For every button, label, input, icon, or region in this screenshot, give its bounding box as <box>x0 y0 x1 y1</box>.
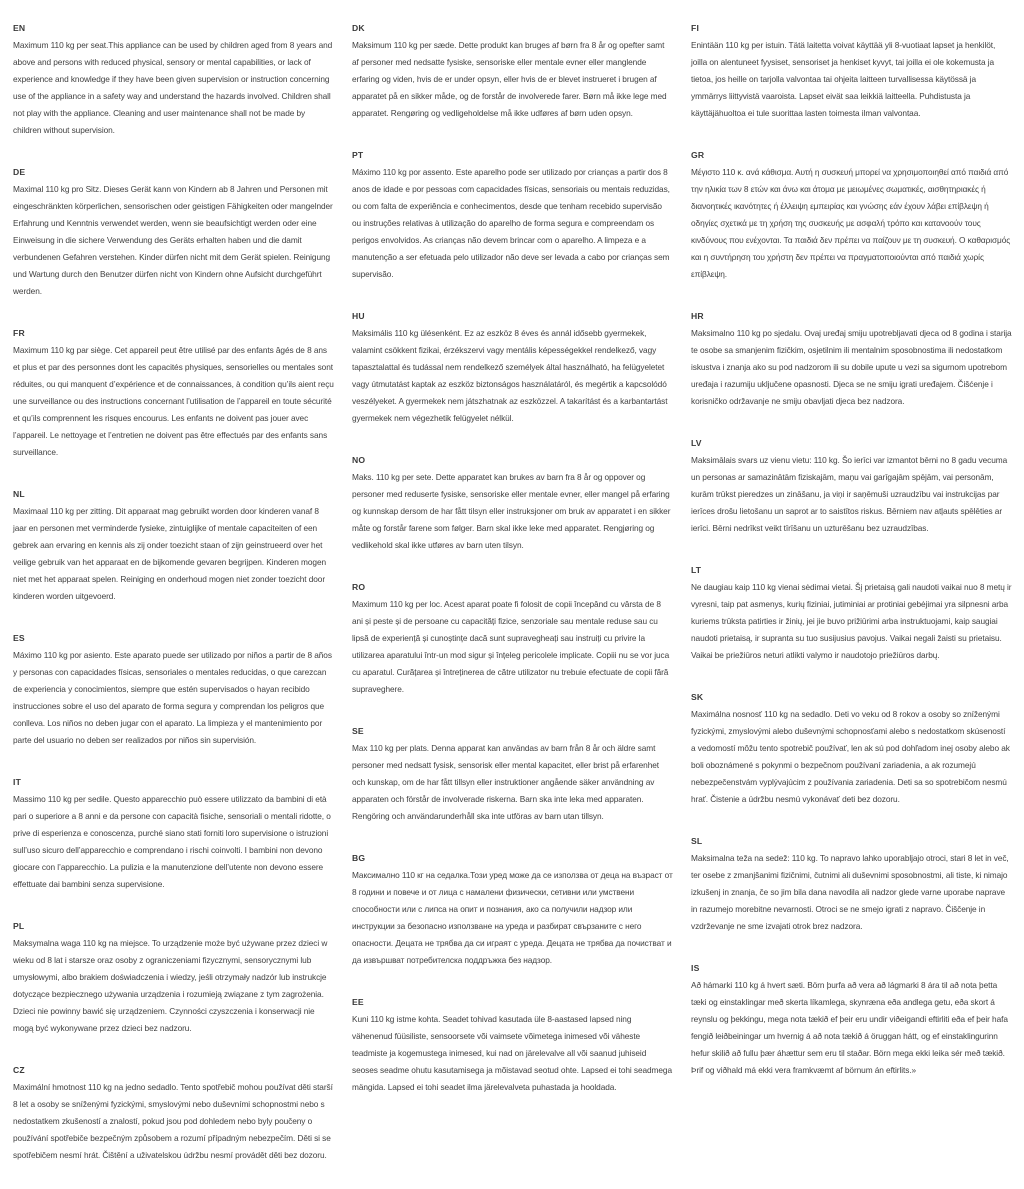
safety-instruction-text: Maksimalna teža na sedež: 110 kg. To napravo lahko uporabljajo otroci, stari 8 let in več, ter osebe z zmanjšanimi fizičnimi, čutnimi ali duševnimi sposobnostmi, ali tiste, ki nimajo izkušenj in znanja, če so jim bila dana navodila ali nadzor glede varne uporabe naprave in razumejo morebitne nevarnosti. Otroci se ne smejo igrati z napravo. Čiščenje in vzdrževanje ne sme izvajati otrok brez nadzora. <box>691 853 1009 931</box>
safety-instruction-text: Maksymalna waga 110 kg na miejsce. To urządzenie może być używane przez dzieci w wieku od 8 lat i starsze oraz osoby z ograniczeniami fizycznymi, sensorycznymi lub umysłowymi, albo brakiem doświadczenia i wiedzy, jeśli otrzymały nadzór lub instrukcje dotyczące bezpiecznego używania urządzenia i rozumieją związane z tym zagrożenia. Dzieci nie powinny bawić się urządzeniem. Czynności czyszczenia i konserwacji nie mogą być wykonywane przez dzieci bez nadzoru. <box>13 938 328 1033</box>
language-code-label: FI <box>691 23 700 33</box>
language-section <box>13 1062 334 1164</box>
language-code-label: NL <box>13 489 25 499</box>
safety-instruction-text: Maksimális 110 kg ülésenként. Ez az eszköz 8 éves és annál idősebb gyermekek, valamint csökkent fizikai, érzékszervi vagy mentális képességekkel rendelkező, vagy tapasztalattal és tudással nem rendelkező személyek által használható, ha felügyeletet vagy útmutatást kaptak az eszköz biztonságos használatáról, és megértik a kapcsolódó veszélyeket. A gyermekek nem játszhatnak az eszközzel. A takarítást és a karbantartást gyermekek nem végezhetik felügyelet nélkül. <box>352 328 668 423</box>
language-section <box>691 833 1012 935</box>
safety-instruction-text: Maksimum 110 kg per sæde. Dette produkt kan bruges af børn fra 8 år og opefter samt af personer med nedsatte fysiske, sensoriske eller mentale evner eller manglende erfaring og viden, hvis de er under opsyn, eller hvis de er blevet instrueret i brugen af apparatet på en sikker måde, og de forstår de involverede farer. Børn må ikke lege med apparatet. Rengøring og vedligeholdelse må ikke udføres af børn uden opsyn. <box>352 40 667 118</box>
language-section <box>352 147 673 283</box>
language-section <box>691 147 1012 283</box>
language-section <box>691 960 1012 1079</box>
safety-instruction-text: Maximální hmotnost 110 kg na jedno sedadlo. Tento spotřebič mohou používat děti starší 8 let a osoby se sníženými fyzickými, smyslovými nebo duševními schopnostmi nebo s nedostatkem zkušeností a znalostí, pokud jsou pod dohledem nebo byly poučeny o používání spotřebiče bezpečným způsobem a rozumí případným nebezpečím. Děti si se spotřebičem nesmí hrát. Čištění a uživatelskou údržbu nesmí provádět děti bez dozoru. <box>13 1082 333 1160</box>
safety-instruction-text: Maksimalno 110 kg po sjedalu. Ovaj uređaj smiju upotrebljavati djeca od 8 godina i starija te osobe sa smanjenim fizičkim, osjetilnim ili mentalnim sposobnostima ili nedostatkom iskustva i znanja ako su pod nadzorom ili su dobile upute u vezi sa sigurnom upotrebom uređaja i razumiju uključene opasnosti. Djeca se ne smiju igrati uređajem. Čišćenje i korisničko održavanje ne smiju obavljati djeca bez nadzora. <box>691 328 1012 406</box>
language-section <box>13 20 334 139</box>
language-section <box>13 325 334 461</box>
language-section <box>352 850 673 969</box>
language-section <box>352 994 673 1096</box>
language-code-label: EE <box>352 997 364 1007</box>
language-code-label: DK <box>352 23 365 33</box>
safety-instruction-text: Máximo 110 kg por assento. Este aparelho pode ser utilizado por crianças a partir dos 8 anos de idade e por pessoas com capacidades físicas, sensoriais ou mentais reduzidas, ou com falta de experiência e conhecimentos, desde que tenham recebido supervisão ou instruções relativas à utilização do aparelho de forma segura e compreendam os perigos envolvidos. As crianças não devem brincar com o aparelho. A limpeza e a manutenção a ser efetuada pelo utilizador não deve ser levada a cabo por crianças sem supervisão. <box>352 167 670 279</box>
safety-instruction-text: Maximálna nosnosť 110 kg na sedadlo. Deti vo veku od 8 rokov a osoby so zníženými fyzickými, zmyslovými alebo duševnými schopnosťami alebo s nedostatkom skúseností a vedomostí môžu tento spotrebič používať, len ak sú pod dohľadom inej osoby alebo ak boli oboznámené s pokynmi o bezpečnom používaní zariadenia, a ak rozumejú nebezpečenstvám vyplývajúcim z používania zariadenia. Deti sa so spotrebičom nesmú hrať. Čistenie a údržbu nesmú vykonávať deti bez dozoru. <box>691 709 1010 804</box>
language-code-label: IS <box>691 963 700 973</box>
language-code-label: DE <box>13 167 26 177</box>
language-code-label: SL <box>691 836 703 846</box>
safety-instruction-text: Að hámarki 110 kg á hvert sæti. Börn þurfa að vera að lágmarki 8 ára til að nota þetta tæki og einstaklingar með skerta líkamlega, skynræna eða andlega getu, eða skort á reynslu og þekkingu, mega nota tækið ef þeir eru undir viðeigandi eftirliti eða ef þeir hafa fengið leiðbeiningar um hvernig á að nota tækið á öruggan hátt, og ef einstaklingurinn hefur skilið að fullu þær áhættur sem eru til staðar. Börn mega ekki leika sér með tækið. Þrif og viðhald má ekki vera framkvæmt af börnum án eftirlits.» <box>691 980 1008 1075</box>
language-code-label: SE <box>352 726 364 736</box>
language-code-label: EN <box>13 23 26 33</box>
language-section <box>13 774 334 893</box>
language-code-label: PT <box>352 150 364 160</box>
text-column <box>691 20 1012 1189</box>
text-column <box>352 20 673 1189</box>
language-code-label: GR <box>691 150 705 160</box>
language-code-label: BG <box>352 853 366 863</box>
language-code-label: HU <box>352 311 365 321</box>
safety-instruction-text: Maksimālais svars uz vienu vietu: 110 kg. Šo ierīci var izmantot bērni no 8 gadu vecuma un personas ar samazinātām fiziskajām, maņu vai garīgajām spējām, vai personām, kurām trūkst pieredzes un zināšanu, ja viņi ir saņēmuši uzraudzību vai instrukcijas par ierīces drošu lietošanu un saprot ar to saistītos riskus. Bērniem nav atļauts spēlēties ar ierīci. Bērni nedrīkst veikt tīrīšanu un uzturēšanu bez uzraudzības. <box>691 455 1008 533</box>
safety-instruction-text: Kuni 110 kg istme kohta. Seadet tohivad kasutada üle 8-aastased lapsed ning vähenenud füüsiliste, sensoorsete või vaimsete võimetega inimesed või väheste teadmiste ja kogemustega inimesed, kui nad on järelevalve all või saanud juhiseid seoses seadme ohutu kasutamisega ja mõistavad seotud ohte. Lapsed ei tohi seadmega mängida. Lapsed ei tohi seadet ilma järelevalveta puhastada ja hooldada. <box>352 1014 672 1092</box>
language-section <box>13 630 334 749</box>
safety-instruction-text: Maximum 110 kg par siège. Cet appareil peut être utilisé par des enfants âgés de 8 ans et plus et par des personnes dont les capacités physiques, sensorielles ou mentales sont réduites, ou qui manquent d’expérience et de connaissances, à condition qu’ils aient reçu une surveillance ou des instructions concernant l’utilisation de l’appareil en toute sécurité et qu’ils comprennent les risques encourus. Les enfants ne doivent pas jouer avec l’appareil. Le nettoyage et l’entretien ne doivent pas être effectués par des enfants sans surveillance. <box>13 345 334 457</box>
safety-instruction-text: Maximum 110 kg per loc. Acest aparat poate fi folosit de copii începând cu vârsta de 8 ani și peste și de persoane cu capacități fizice, senzoriale sau mentale reduse sau cu lipsă de experiență și cunoștințe dacă sunt supravegheați sau instruiți cu privire la utilizarea aparatului într-un mod sigur și înțeleg pericolele implicate. Copiii nu se vor juca cu aparatul. Curățarea și întreținerea de către utilizator nu trebuie efectuate de copii fără supraveghere. <box>352 599 670 694</box>
language-section <box>691 308 1012 410</box>
language-code-label: SK <box>691 692 704 702</box>
language-code-label: FR <box>13 328 25 338</box>
language-section <box>352 308 673 427</box>
language-section <box>13 918 334 1037</box>
language-section <box>13 164 334 300</box>
text-column <box>13 20 334 1189</box>
safety-instruction-text: Ne daugiau kaip 110 kg vienai sėdimai vietai. Šį prietaisą gali naudoti vaikai nuo 8 metų ir vyresni, taip pat asmenys, kurių fiziniai, jutiminiai ar protiniai gebėjimai yra silpnesni arba kuriems trūksta patirties ir žinių, jei jie buvo prižiūrimi arba instruktuojami, kaip saugiai naudoti prietaisą, ir supranta su tuo susijusius pavojus. Vaikai negali žaisti su prietaisu. Vaikai be priežiūros neturi atlikti valymo ir naudotojo priežiūros darbų. <box>691 582 1012 660</box>
safety-instruction-text: Maximaal 110 kg per zitting. Dit apparaat mag gebruikt worden door kinderen vanaf 8 jaar en personen met verminderde fysieke, zintuiglijke of mentale capaciteiten of een gebrek aan ervaring en kennis als zij onder toezicht staan of zijn geinstrueerd over het veilige gebruik van het apparaat en de bijkomende gevaren begrijpen. Kinderen mogen niet met het apparaat spelen. Reiniging en onderhoud mogen niet zonder toezicht door kinderen worden uitgevoerd. <box>13 506 327 601</box>
safety-instruction-text: Máximo 110 kg por asiento. Este aparato puede ser utilizado por niños a partir de 8 años y personas con capacidades físicas, sensoriales o mentales reducidas, o que carezcan de experiencia y conocimientos, siempre que estén supervisados o hayan recibido instrucciones sobre el uso del aparato de forma segura y comprendan los peligros que conlleva. Los niños no deben jugar con el aparato. La limpieza y el mantenimiento por parte del usuario no deben ser realizados por niños sin supervisión. <box>13 650 332 745</box>
language-section <box>691 562 1012 664</box>
safety-instruction-text: Maks. 110 kg per sete. Dette apparatet kan brukes av barn fra 8 år og oppover og personer med reduserte fysiske, sensoriske eller mentale evner, eller mangel på erfaring og kunnskap dersom de har fått tilsyn eller instruksjoner om bruk av apparatet i en sikker måte og forstår farene som følger. Barn skal ikke leke med apparatet. Rengjøring og vedlikehold skal ikke utføres av barn uten tilsyn. <box>352 472 671 550</box>
language-section <box>691 435 1012 537</box>
language-code-label: ES <box>13 633 25 643</box>
language-code-label: HR <box>691 311 704 321</box>
language-section <box>352 723 673 825</box>
language-section <box>352 579 673 698</box>
safety-instruction-text: Enintään 110 kg per istuin. Tätä laitetta voivat käyttää yli 8-vuotiaat lapset ja henkilöt, joilla on alentuneet fyysiset, sensoriset ja henkiset kyvyt, tai joilla ei ole kokemusta ja tietoa, jos heille on tarjolla valvontaa tai ohjeita laitteen turvallisessa käytössä ja ymmärrys liittyvistä vaaroista. Lapset eivät saa leikkiä laitteella. Puhdistusta ja käyttäjähuoltoa ei tule suorittaa lasten toimesta ilman valvontaa. <box>691 40 996 118</box>
language-code-label: LV <box>691 438 702 448</box>
language-code-label: IT <box>13 777 22 787</box>
language-section <box>352 452 673 554</box>
safety-instruction-text: Max 110 kg per plats. Denna apparat kan användas av barn från 8 år och äldre samt personer med nedsatt fysisk, sensorisk eller mental kapacitet, eller brist på erfarenhet och kunskap, om de har fått tillsyn eller instruktioner angående säker användning av apparaten och förstår de involverade riskerna. Barn ska inte leka med apparaten. Rengöring och användarunderhåll ska inte utföras av barn utan tillsyn. <box>352 743 660 821</box>
safety-instruction-text: Maximal 110 kg pro Sitz. Dieses Gerät kann von Kindern ab 8 Jahren und Personen mit eingeschränkten körperlichen, sensorischen oder geistigen Fähigkeiten oder mangelnder Erfahrung und Kenntnis verwendet werden, wenn sie beaufsichtigt werden oder eine Einweisung in die sichere Verwendung des Geräts erhalten haben und die damit verbundenen Gefahren verstehen. Kinder dürfen nicht mit dem Gerät spielen. Reinigung und Wartung durch den Benutzer dürfen nicht von Kindern ohne Aufsicht durchgeführt werden. <box>13 184 333 296</box>
safety-instruction-text: Максимално 110 кг на седалка.Този уред може да се използва от деца на възраст от 8 години и повече и от лица с намалени физически, сетивни или умствени способности или с липса на опит и познания, ако са получили надзор или инструкции за безопасно използване на уреда и разбират свързаните с него опасности. Децата не трябва да си играят с уреда. Децата не трябва да почистват и да извършват потребителска поддръжка без надзор. <box>352 870 673 965</box>
language-section <box>691 20 1012 122</box>
language-section <box>352 20 673 122</box>
language-code-label: PL <box>13 921 25 931</box>
safety-instruction-text: Massimo 110 kg per sedile. Questo apparecchio può essere utilizzato da bambini di età pari o superiore a 8 anni e da persone con capacità fisiche, sensoriali o mentali ridotte, o prive di esperienza e conoscenza, purché siano stati forniti loro supervisione o istruzioni sull’uso sicuro dell’apparecchio e comprendano i rischi coinvolti. I bambini non devono giocare con l’apparecchio. La pulizia e la manutenzione dell’utente non devono essere effettuate dai bambini senza supervisione. <box>13 794 331 889</box>
safety-instruction-text: Maximum 110 kg per seat.This appliance can be used by children aged from 8 years and above and persons with reduced physical, sensory or mental capabilities, or lack of experience and knowledge if they have been given supervision or instruction concerning use of the appliance in a safety way and understand the hazards involved. Children shall not play with the appliance. Cleaning and user maintenance shall not be made by children without supervision. <box>13 40 333 135</box>
language-code-label: RO <box>352 582 366 592</box>
safety-instruction-text: Μέγιστο 110 κ. ανά κάθισμα. Αυτή η συσκευή μπορεί να χρησιμοποιηθεί από παιδιά από την ηλικία των 8 ετών και άνω και άτομα με μειωμένες σωματικές, αισθητηριακές ή διανοητικές ικανότητες ή έλλειψη εμπειρίας και γνώσης εάν έχουν λάβει επίβλεψη ή οδηγίες σχετικά με τη χρήση της συσκευής με ασφαλή τρόπο και κατανοούν τους κινδύνους που ενέχονται. Τα παιδιά δεν πρέπει να παίζουν με τη συσκευή. Ο καθαρισμός και η συντήρηση του χρήστη δεν πρέπει να πραγματοποιούνται από παιδιά χωρίς επίβλεψη. <box>691 167 1011 279</box>
language-code-label: NO <box>352 455 366 465</box>
language-section <box>691 689 1012 808</box>
language-code-label: LT <box>691 565 702 575</box>
language-section <box>13 486 334 605</box>
language-code-label: CZ <box>13 1065 25 1075</box>
